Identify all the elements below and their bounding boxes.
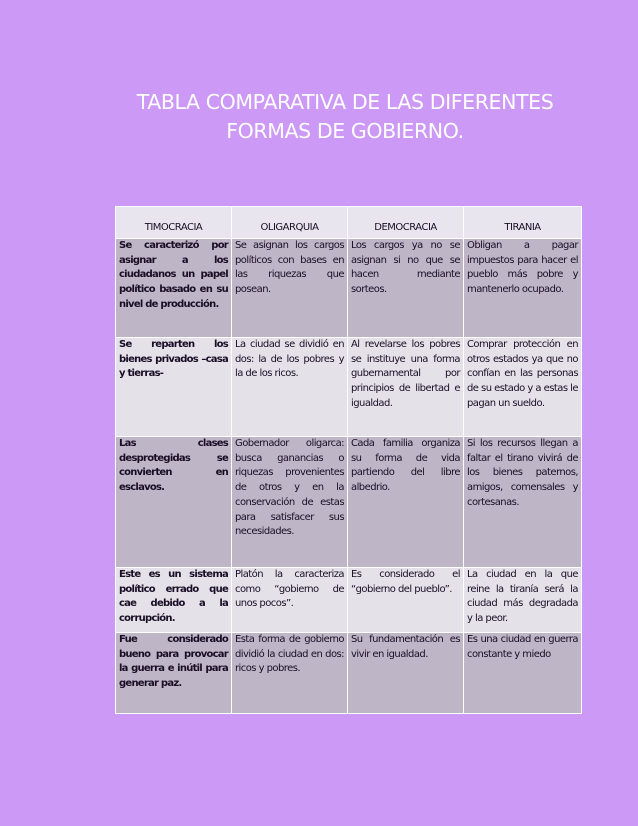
column-header-oligarquia: OLIGARQUIA [232, 207, 348, 239]
table-cell: Se reparten los bienes privados –casa y tierras- [116, 338, 232, 437]
table-cell: Es una ciudad en guerra constante y miedo [464, 633, 582, 714]
page-title-line-1: TABLA COMPARATIVA DE LAS DIFERENTES [136, 90, 554, 114]
column-header-timocracia: TIMOCRACIA [116, 207, 232, 239]
column-header-tirania: TIRANIA [464, 207, 582, 239]
table-cell: Platón la caracteriza como “gobierno de unos pocos”. [232, 568, 348, 633]
table-cell: La ciudad en la que reine la tiranía será la ciudad más degradada y la peor. [464, 568, 582, 633]
table-row [116, 239, 582, 338]
table-cell: Al revelarse los pobres se instituye una forma gubernamental por principios de libertad e igualdad. [348, 338, 464, 437]
table-cell: Si los recursos llegan a faltar el tirano vivirá de los bienes paternos, amigos, comensales y cortesanas. [464, 437, 582, 568]
table-cell: Este es un sistema político errado que cae debido a la corrupción. [116, 568, 232, 633]
table-cell: Se asignan los cargos políticos con bases en las riquezas que posean. [232, 239, 348, 338]
page-title-line-2: FORMAS DE GOBIERNO. [226, 119, 464, 143]
table-cell: Las clases desprotegidas se convierten en esclavos. [116, 437, 232, 568]
table-row [116, 338, 582, 437]
table-cell: Comprar protección en otros estados ya que no confían en las personas de su estado y a estas le pagan un sueldo. [464, 338, 582, 437]
table-cell: Fue considerado bueno para provocar la guerra e inútil para generar paz. [116, 633, 232, 714]
column-header-democracia: DEMOCRACIA [348, 207, 464, 239]
table-header-row [116, 207, 582, 239]
table-row [116, 437, 582, 568]
table-cell: Los cargos ya no se asignan si no que se hacen mediante sorteos. [348, 239, 464, 338]
table-cell: Cada familia organiza su forma de vida partiendo del libre albedrio. [348, 437, 464, 568]
table-cell: Esta forma de gobierno dividió la ciudad en dos: ricos y pobres. [232, 633, 348, 714]
table-cell: Se caracterizó por asignar a los ciudadanos un papel político basado en su nivel de producción. [116, 239, 232, 338]
table-cell: Es considerado el “gobierno del pueblo”. [348, 568, 464, 633]
table-cell: Obligan a pagar impuestos para hacer el pueblo más pobre y mantenerlo ocupado. [464, 239, 582, 338]
page-title [100, 88, 590, 146]
table-row [116, 568, 582, 633]
table-cell: Gobernador oligarca: busca ganancias o riquezas provenientes de otros y en la conservación de estas para satisfacer sus necesidades. [232, 437, 348, 568]
table-cell: Su fundamentación es vivir en igualdad. [348, 633, 464, 714]
table-row [116, 633, 582, 714]
comparison-table [115, 206, 582, 714]
table-cell: La ciudad se dividió en dos: la de los pobres y la de los ricos. [232, 338, 348, 437]
